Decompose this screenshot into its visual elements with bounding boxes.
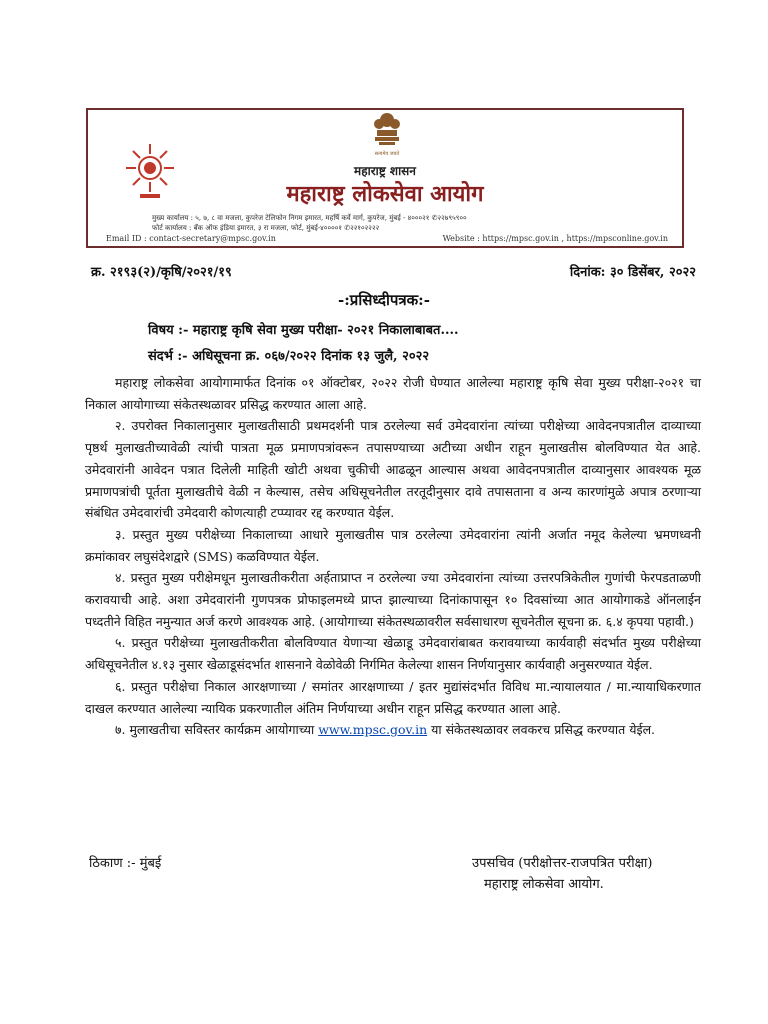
paragraph-3: ३. प्रस्तुत मुख्य परीक्षेच्या निकालाच्या आधारे मुलाखतीस पात्र ठरलेल्या उमेदवारांना त्यांनी अर्जात नमूद केलेल्या भ्रमणध्वनी क्रमांकावर लघुसंदेशद्वारे (SMS) कळविण्यात येईल. — [85, 526, 701, 564]
reference-line: संदर्भ :- अधिसूचना क्र. ०६७/२०२२ दिनांक १३ जुलै, २०२२ — [148, 349, 430, 364]
head-office-address: मुख्य कार्यालय : ५, ७, ८ वा मजला, कुपरेज टेलिफोन निगम इमारत, महर्षि कर्वे मार्ग, कुपरेज, मुंबई - ४०००२१ ✆२२७९५९०० — [152, 214, 467, 222]
signatory-designation: उपसचिव (परीक्षोत्तर-राजपत्रित परीक्षा) — [472, 856, 653, 871]
commission-name: महाराष्ट्र लोकसेवा आयोग — [286, 181, 484, 207]
paragraph-2: २. उपरोक्त निकालानुसार मुलाखतीसाठी प्रथमदर्शनी पात्र ठरलेल्या सर्व उमेदवारांना त्यांच्या परीक्षेच्या आवेदनपत्रातील दाव्याच्या पृष्ठर्थ मुलाखतीच्यावेळी त्यांची पात्रता मूळ प्रमाणपत्रांवरून तपासण्याच्या अटीच्या अधीन राहून मुलाखतीस बोलविण्यात येत आहे. उमेदवारांनी आवेदन पत्रात दिलेली माहिती खोटी अथवा चुकीची आढळून आल्यास अथवा आवेदनपत्रातील दाव्यानुसार आवश्यक मूळ प्रमाणपत्रांची पूर्तता मुलाखतीचे वेळी न केल्यास, तसेच अधिसूचनेतील तरतूदीनुसार दावे तपासताना व अन्य कारणांमुळे अपात्र ठरणाऱ्या संबंधित उमेदवारांची उमेदवारी कोणत्याही टप्प्यावर रद्द करण्यात येईल. — [85, 418, 701, 521]
email-id: Email ID : contact-secretary@mpsc.gov.in — [106, 234, 276, 243]
svg-text:सत्यमेव जयते: सत्यमेव जयते — [374, 151, 400, 157]
signatory-organization: महाराष्ट्र लोकसेवा आयोग. — [484, 877, 604, 892]
paragraph-1: महाराष्ट्र लोकसेवा आयोगामार्फत दिनांक ०१ ऑक्टोबर, २०२२ रोजी घेण्यात आलेल्या महाराष्ट्र कृषि सेवा मुख्य परीक्षा-२०२१ चा निकाल आयोगाच्या संकेतस्थळावर प्रसिद्ध करण्यात आला आहे. — [85, 375, 701, 412]
paragraph-6: ६. प्रस्तुत परीक्षेचा निकाल आरक्षणाच्या / समांतर आरक्षणाच्या / इतर मुद्यांसंदर्भात विविध मा.न्यायालयात / मा.न्यायाधिकरणात दाखल करण्यात आलेल्या न्यायिक प्रकरणातील अंतिम निर्णयाच्या अधीन राहून प्रसिद्ध करण्यात आला आहे. — [85, 678, 701, 716]
paragraph-5: ५. प्रस्तुत परीक्षेच्या मुलाखतीकरीता बोलविण्यात येणाऱ्या खेळाडू उमेदवारांबाबत करावयाच्या कार्यवाही संदर्भात मुख्य परीक्षेच्या अधिसूचनेतील ४.१३ नुसार खेळाडूसंदर्भात शासनाने वेळोवेळी निर्गमित केलेल्या शासन निर्णयानुसार कार्यवाही अनुसरण्यात येईल. — [85, 635, 701, 673]
mpsc-website-link[interactable]: www.mpsc.gov.in — [318, 722, 428, 738]
government-name: महाराष्ट्र शासन — [354, 164, 416, 178]
website-links: Website : https://mpsc.gov.in , https://mpsconline.gov.in — [442, 234, 668, 243]
paragraph-7-after-link: या संकेतस्थळावर लवकरच प्रसिद्ध करण्यात येईल. — [431, 722, 656, 738]
national-emblem-icon — [371, 110, 403, 158]
notice-body — [85, 372, 701, 741]
paragraph-7-before-link: ७. मुलाखतीचा सविस्तर कार्यक्रम आयोगाच्या — [115, 722, 315, 738]
page-title: -:प्रसिध्दीपत्रक:- — [338, 291, 430, 309]
reference-number: क्र. २१९३(२)/कृषि/२०२१/१९ — [91, 265, 232, 280]
document-date: दिनांक: ३० डिसेंबर, २०२२ — [569, 265, 696, 280]
paragraph-4: ४. प्रस्तुत मुख्य परीक्षेमधून मुलाखतीकरीता अर्हताप्राप्त न ठरलेल्या ज्या उमेदवारांना त्यांच्या उत्तरपत्रिकेतील गुणांची फेरपडताळणी करावयाची आहे. अशा उमेदवारांनी गुणपत्रक प्रोफाइलमध्ये प्राप्त झाल्याच्या दिनांकापासून १० दिवसांच्या आत आयोगाकडे ऑनलाईन पध्दतीने विहित नमुन्यात अर्ज करणे आवश्यक आहे. (आयोगाच्या संकेतस्थळावरील सर्वसाधारण सूचनेतील सूचना क्र. ६.४ कृपया पहावी.) — [85, 570, 701, 629]
letterhead — [86, 108, 684, 248]
place-label: ठिकाण :- मुंबई — [89, 856, 162, 871]
subject-line: विषय :- महाराष्ट्र कृषि सेवा मुख्य परीक्षा- २०२१ निकालाबाबत.... — [148, 323, 459, 338]
paragraph-7 — [85, 719, 701, 741]
fort-office-address: फोर्ट कार्यालय : बँक ऑफ इंडिया इमारत, ३ रा मजला, फोर्ट, मुंबई-४००००१ ✆२२१०२२२२ — [152, 224, 380, 232]
